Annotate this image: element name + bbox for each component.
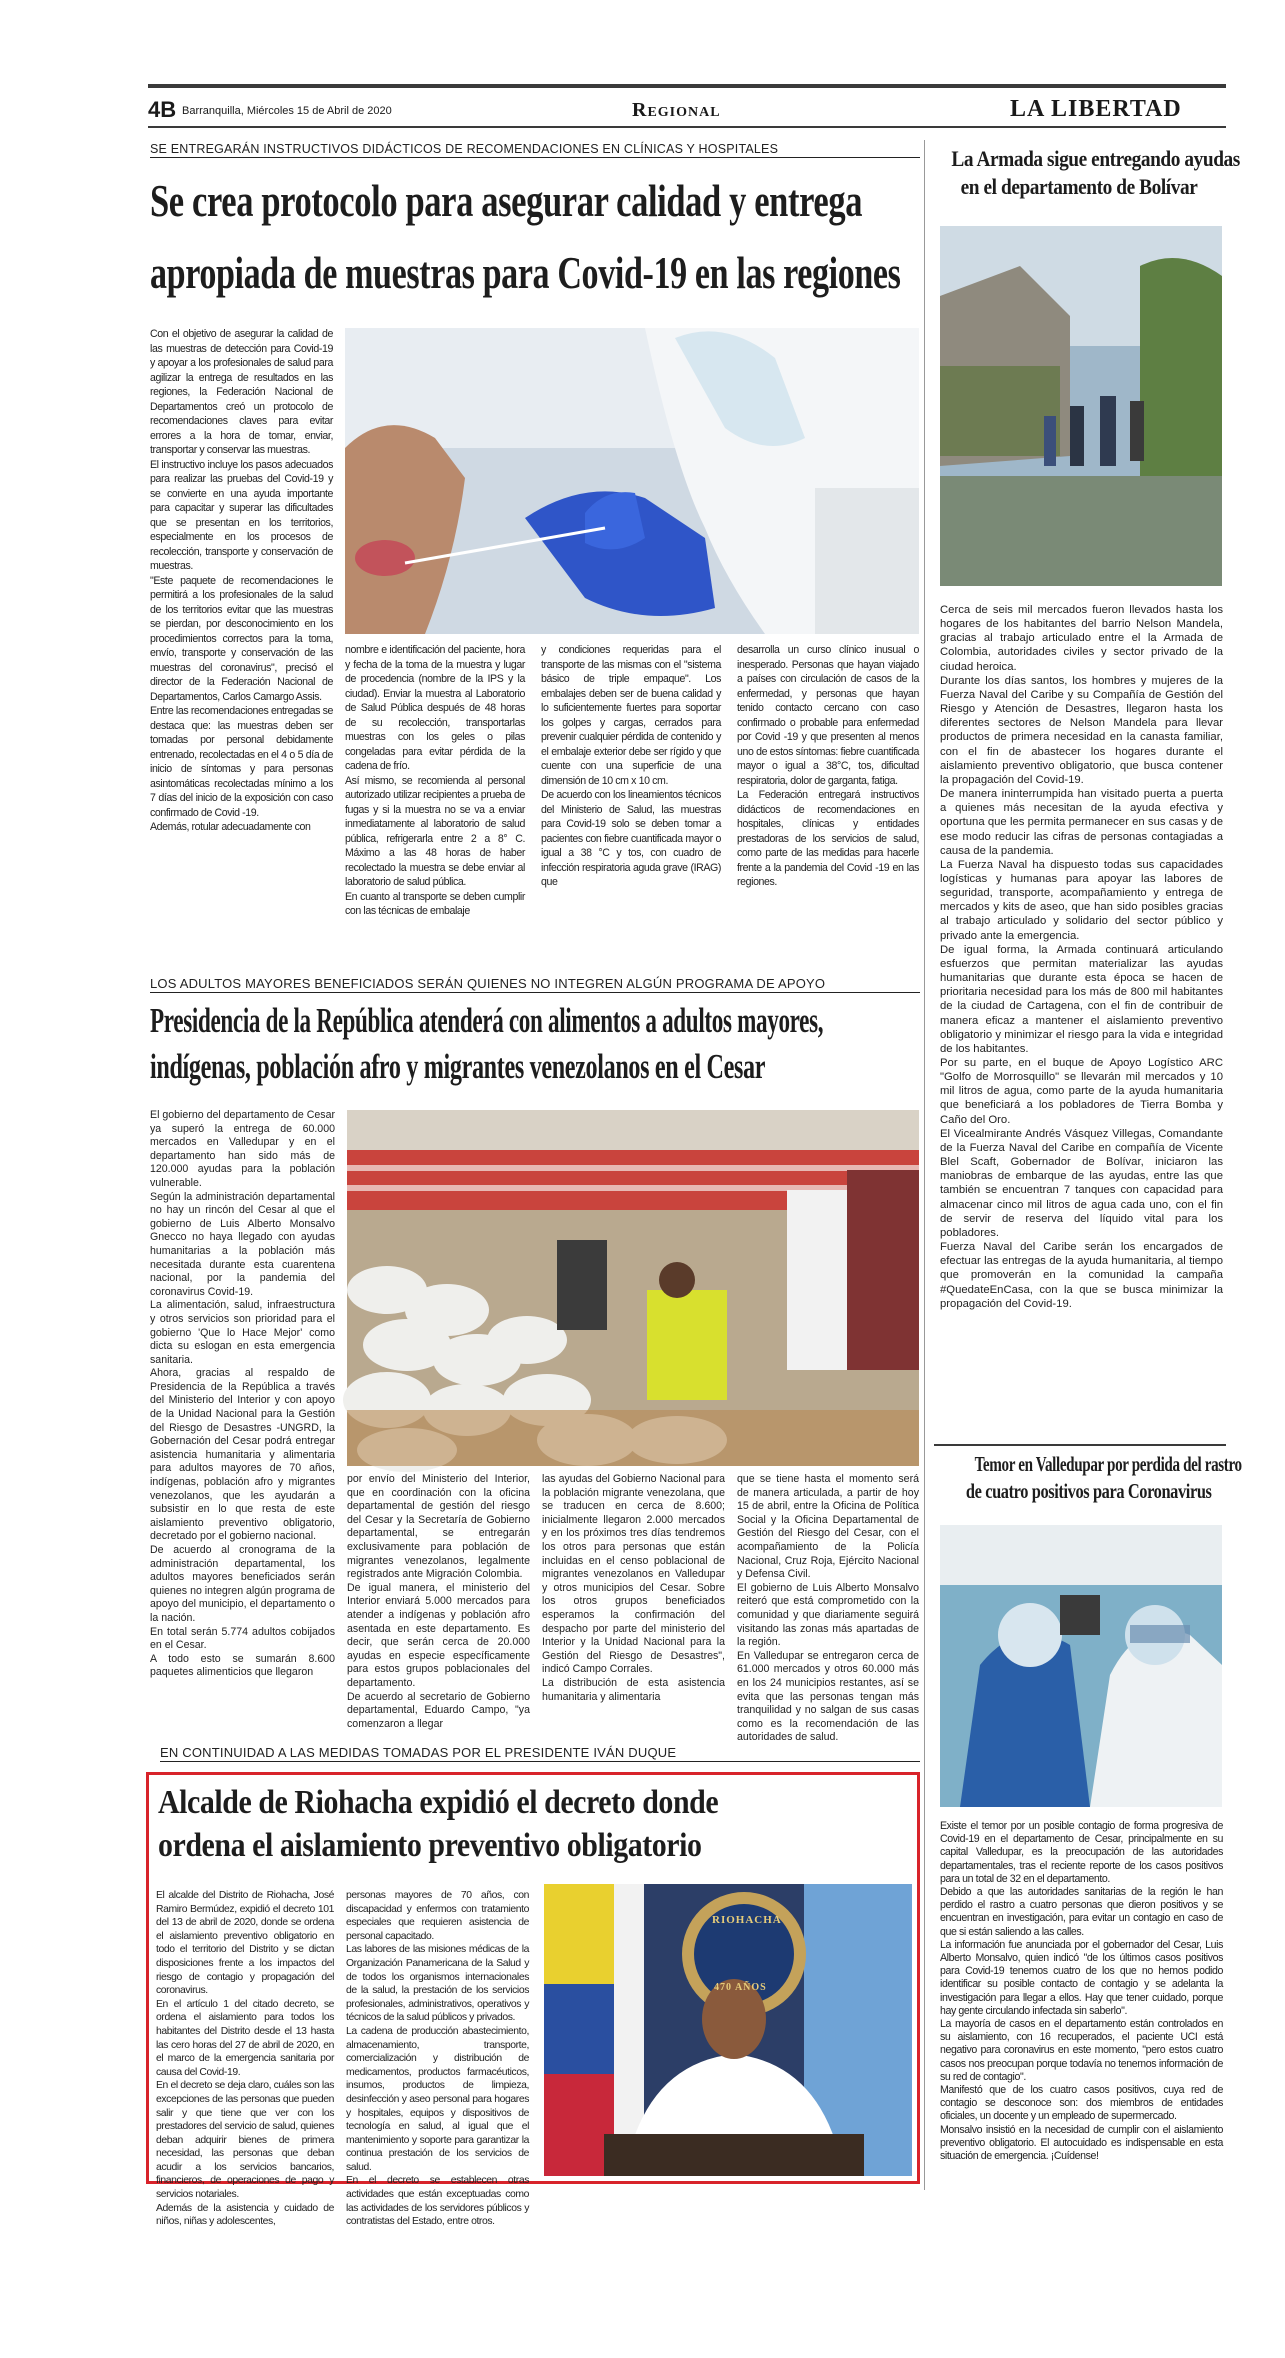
story1-headline-line2: apropiada de muestras para Covid-19 en las regiones bbox=[150, 247, 901, 298]
sidebar1-headline-line2: en el departamento de Bolívar bbox=[960, 174, 1198, 199]
story3-headline-line1: Alcalde de Riohacha expidió el decreto donde bbox=[158, 1784, 719, 1821]
sidebar2-body: Existe el temor por un posible contagio de forma progresiva de Covid-19 en el departamento de Cesar, principalmente en su capital Valledupar, es la preocupación de las autoridades departamentales, tras el reciente reporte de los casos positivos para un total de 32 en el departamento. Debido a que las autoridades sanitarias de la región le han perdido el rastro a cuatro personas que dieron positivos y se encuentran en investigación, para evitar un contagio en caso de que si están saliendo a las calles. La información fue anunciada por el gobernador del Cesar, Luis Alberto Monsalvo, quien indicó "de los últimos casos positivos para Covid-19 tenemos cuatro de los que no hemos podido identificar su posible contacto de contagio y se adelanta la investigación para llegar a ellos. Hay que tener cuidado, porque hay gente circulando infectada sin saberlo". La mayoría de casos en el departamento están controlados en su aislamiento, con 16 recuperados, el paciente UCI está negativo para coronavirus en este momento, "pero estos cuatro casos nos preocupan porque todavía no tenemos información de su red de contagio". Manifestó que de los cuatro casos positivos, cuya red de contagio se desconoce son: dos miembros de entidades oficiales, un docente y un empleado de supermercado. Monsalvo insistió en la necesidad de cumplir con el aislamiento preventivo obligatorio. El autocuidado es indispensable en esta situación de emergencia. ¡Cuídense! bbox=[940, 1820, 1223, 2163]
photo-emblem-text-top: RIOHACHA bbox=[712, 1914, 782, 1926]
story1-headline-line1: Se crea protocolo para asegurar calidad y entrega bbox=[150, 175, 863, 226]
story2-kicker: LOS ADULTOS MAYORES BENEFICIADOS SERÁN QUIENES NO INTEGREN ALGÚN PROGRAMA DE APOYO bbox=[150, 976, 920, 993]
story1-col2: nombre e identificación del paciente, hora y fecha de la toma de la muestra y lugar de procedencia (nombre de la IPS y la ciudad). Enviar la muestra al Laboratorio de Salud Pública después de 48 horas de su recolección, transportarlas muestras con los geles o pilas congeladas para evitar pérdida de la cadena de frío. Así mismo, se recomienda al personal autorizado utilizar recipientes a prueba de fugas y si la muestra no se va a enviar inmediatamente al laboratorio de salud pública, refrigerarla entre 2 a 8° C. Máximo a las 48 horas de haber recolectado la muestra se debe enviar al laboratorio de salud pública. En cuanto al transporte se deben cumplir con las técnicas de embalaje bbox=[345, 644, 525, 917]
story3-col1: El alcalde del Distrito de Riohacha, José Ramiro Bermúdez, expidió el decreto 101 del 13 de abril de 2020, donde se ordena el aislamiento preventivo obligatorio en todo el territorio del Distrito y se dictan disposiciones frente a los impactos del riesgo de contagio y propagación del coronavirus. En el artículo 1 del citado decreto, se ordena el aislamiento para todos los habitantes del Distrito desde el 13 hasta las cero horas del 27 de abril de 2020, en el marco de la emergencia sanitaria por causa del Covid-19. En el decreto se deja claro, cuáles son las excepciones de las personas que pueden salir y que tiene que ver con los prestadores del servicio de salud, quienes deban adquirir bienes de primera necesidad, las personas que deban acudir a los servicios bancarios, financieros, de operaciones de pago y servicios notariales. Además de la asistencia y cuidado de niños, niñas y adolescentes, bbox=[156, 1890, 334, 2228]
story2-headline-line2: indígenas, población afro y migrantes venezolanos en el Cesar bbox=[150, 1047, 766, 1086]
story1-col3: y condiciones requeridas para el transporte de las mismas con el "sistema básico de triple empaque". Los embalajes deben ser de buena calidad y lo suficientemente fuertes para soportar los golpes y cargas, cerrados para prevenir cualquier pérdida de contenido y el embalaje exterior debe ser rígido y que cuente con una superficie de una dimensión de 10 cm x 10 cm. De acuerdo con los lineamientos técnicos del Ministerio de Salud, las muestras para Covid-19 solo se deben tomar a pacientes con fiebre cuantificada mayor o igual a 38 °C y tos, con cuadro de infección respiratoria aguda grave (IRAG) que bbox=[541, 644, 721, 888]
story1-kicker: SE ENTREGARÁN INSTRUCTIVOS DIDÁCTICOS DE RECOMENDACIONES EN CLÍNICAS Y HOSPITALES bbox=[150, 142, 920, 158]
sidebar1-body: Cerca de seis mil mercados fueron llevados hasta los hogares de los habitantes del barrio Nelson Mandela, gracias al trabajo articulado entre el la Armada de Colombia, autoridades civiles y sector privado de la ciudad heroica. Durante los días santos, los hombres y mujeres de la Fuerza Naval del Caribe y su Compañía de Gestión del Riesgo y Atención de Desastres, llegaron hasta los diferentes sectores de Nelson Mandela para llevar productos de primera necesidad en la canasta familiar, con el fin de abastecer los hogares durante el aislamiento preventivo obligatorio, que busca contener la propagación del Covid-19. De manera ininterrumpida han visitado puerta a puerta a quienes más necesitan de la ayuda efectiva y oportuna que les permita permanecer en sus casas y de ese modo reducir las cifras de personas contagiadas a causa de la pandemia. La Fuerza Naval ha dispuesto todas sus capacidades logísticas y humanas para apoyar las labores de seguridad, transporte, acompañamiento y entrega de mercados y kits de aseo, que han sido posibles gracias al trabajo articulado y solidario del sector público y privado ante la emergencia. De igual forma, la Armada continuará articulando esfuerzos que permitan materializar las ayudas humanitarias que durante esta época se hacen de prioritaria necesidad para los más de 800 mil habitantes de la ciudad de Cartagena, con el fin de contribuir de manera eficaz a mantener el aislamiento preventivo obligatorio y minimizar el riesgo para la vida e integridad de los habitantes. Por su parte, en el buque de Apoyo Logístico ARC "Golfo de Morrosquillo" se llevarán mil mercados y 10 mil litros de agua, como parte de la ayuda humanitaria que beneficiará a los pobladores de Tierra Bomba y Caño del Oro. El Vicealmirante Andrés Vásquez Villegas, Comandante de la Fuerza Naval del Caribe en compañía de Vicente Blel Scaft, Gobernador de Bolívar, iniciaron las maniobras de embarque de las ayudas, entre las que también se encuentran 7 tanques con capacidad para almacenar cinco mil litros de agua cada uno, con el fin de servir de reserva del líquido vital para los pobladores. Fuerza Naval del Caribe serán los encargados de efectuar las entregas de la ayuda humanitaria, al tiempo que promoverán en la comunidad la campaña #QuedateEnCasa, con la que se busca minimizar la propagación del Covid-19. bbox=[940, 604, 1223, 1310]
sidebar1-headline-line1: La Armada sigue entregando ayudas bbox=[951, 146, 1240, 171]
story2-col3: las ayudas del Gobierno Nacional para la población migrante venezolana, que se traducen en cerca de 8.600; inicialmente llegaron 2.000 mercados y en los próximos tres días tendremos los otros para personas que están incluidas en el censo poblacional de migrantes venezolanos en Valledupar y otros municipios del Cesar. Sobre los otros grupos beneficiados esperamos la confirmación del despacho por parte del ministerio del Interior y la Unidad Nacional para la Gestión del Riesgo de Desastres", indicó Campo Corrales. La distribución de esta asistencia humanitaria y alimentaria bbox=[542, 1473, 725, 1703]
story1-col1: Con el objetivo de asegurar la calidad de las muestras de detección para Covid-19 y apoyar a los profesionales de salud para agilizar la entrega de resultados en las regiones, la Federación Nacional de Departamentos creó un protocolo de recomendaciones claves para evitar errores a la hora de tomar, enviar, transportar y conservar las muestras. El instructivo incluye los pasos adecuados para realizar las pruebas del Covid-19 y se convierte en una ayuda importante para capacitar y superar las dificultades que se presentan en los territorios, especialmente en los procesos de recolección, transporte y conservación de muestras. "Este paquete de recomendaciones le permitirá a los profesionales de la salud de los territorios evitar que las muestras se pierdan, por desconocimiento en los procedimientos correctos para la toma, envío, transporte y conservación de las muestras del coronavirus", precisó el director de la Federación Nacional de Departamentos, Carlos Camargo Assis. Entre las recomendaciones entregadas se destaca que: las muestras deben ser tomadas por personal debidamente entrenado, recolectadas en el 4 o 5 día de inicio de síntomas y para personas asintomáticas recolectadas mínimo a los 7 días del inicio de la exposición con caso confirmado de Covid -19. Además, rotular adecuadamente con bbox=[150, 328, 333, 833]
sidebar-divider bbox=[924, 140, 925, 2190]
photo-emblem-text-bottom: 470 AÑOS bbox=[714, 1982, 767, 1993]
masthead: LA LIBERTAD bbox=[1010, 96, 1182, 122]
sidebar1-photo-navy-delivery bbox=[940, 226, 1222, 586]
sidebar2-top-rule bbox=[934, 1444, 1226, 1446]
top-rule bbox=[148, 84, 1226, 88]
story2-col1: El gobierno del departamento de Cesar ya superó la entrega de 60.000 mercados en Valledupar y en el departamento han sido más de 120.000 ayudas para la población vulnerable. Según la administración departamental no hay un rincón del Cesar al que el gobierno de Luis Alberto Monsalvo Gnecco no haya llegado con ayudas humanitarias a la población más necesitada durante esta cuarentena nacional, por la pandemia del coronavirus Covid-19. La alimentación, salud, infraestructura y otros servicios son prioridad para el gobierno 'Que lo Hace Mejor' como dicta su eslogan en esta emergencia sanitaria. Ahora, gracias al respaldo de Presidencia de la República a través del Ministerio del Interior y con apoyo de la Unidad Nacional para la Gestión del Riesgo de Desastres -UNGRD, la Gobernación del Cesar podrá entregar asistencia humanitaria y alimentaria para adultos mayores de 70 años, indígenas, población afro y migrantes venezolanos, que les ayudarán a subsistir en lo que resta de este aislamiento preventivo obligatorio, decretado por el gobierno nacional. De acuerdo al cronograma de la administración departamental, los adultos mayores beneficiados serán quienes no integren algún programa de apoyo del municipio, el departamento o la nación. En total serán 5.774 adultos cobijados en el Cesar. A todo esto se sumarán 8.600 paquetes alimenticios que llegaron bbox=[150, 1109, 335, 1679]
story3-col2: personas mayores de 70 años, con discapacidad y enfermos con tratamiento especiales que requieren asistencia de personal capacitado. Las labores de las misiones médicas de la Organización Panamericana de la Salud y de todos los organismos internacionales de la salud, la prestación de los servicios profesionales, administrativos, operativos y técnicos de la salud públicos y privados. La cadena de producción abastecimiento, almacenamiento, transporte, comercialización y distribución de medicamentos, productos farmacéuticos, insumos, productos de limpieza, desinfección y aseo personal para hogares y hospitales, equipos y dispositivos de tecnología en salud, al igual que el mantenimiento y soporte para garantizar la continua prestación de los servicios de salud. En el decreto se establecen otras actividades que están exceptuadas como las actividades de los servidores públicos y contratistas del Estado, entre otros. bbox=[346, 1890, 529, 2228]
page-number: 4B bbox=[148, 97, 177, 122]
dateline: Barranquilla, Miércoles 15 de Abril de 2020 bbox=[182, 105, 392, 117]
story2-col4: que se tiene hasta el momento será de manera articulada, a partir de hoy 15 de abril, entre la Oficina de Política Social y la Oficina Departamental de Gestión del Riesgo del Cesar, con el acompañamiento de la Policía Nacional, Cruz Roja, Ejército Nacional y Defensa Civil. El gobierno de Luis Alberto Monsalvo reiteró que está comprometido con la comunidad y que diariamente seguirá visitando las zonas más apartadas de la región. En Valledupar se entregaron cerca de 61.000 mercados y otros 60.000 más en los 24 municipios restantes, así se evita que las personas tengan más tranquilidad y no salgan de sus casas como es la recomendación de las autoridades de salud. bbox=[737, 1473, 919, 1744]
section-name: Regional bbox=[632, 99, 721, 121]
story2-headline-line1: Presidencia de la República atenderá con alimentos a adultos mayores, bbox=[150, 1001, 824, 1040]
story2-col2: por envío del Ministerio del Interior, que en coordinación con la oficina departamental de gestión del riesgo del Cesar y la Secretaría de Gobierno departamental, se entregarán exclusivamente para población de migrantes venezolanos, legalmente registrados ante Migración Colombia. De igual manera, el ministerio del Interior enviará 5.000 mercados para atender a indígenas y población afro asentada en este departamento. Es decir, que serán cerca de 20.000 ayudas en especie específicamente para estos grupos poblacionales del departamento. De acuerdo al secretario de Gobierno departamental, Eduardo Campo, "ya comenzaron a llegar bbox=[347, 1473, 530, 1730]
story3-kicker: EN CONTINUIDAD A LAS MEDIDAS TOMADAS POR EL PRESIDENTE IVÁN DUQUE bbox=[160, 1745, 920, 1762]
header-rule bbox=[148, 126, 1226, 128]
story2-photo-food-aid bbox=[347, 1110, 919, 1466]
sidebar2-headline-line1: Temor en Valledupar por perdida del rastro bbox=[974, 1452, 1242, 1476]
sidebar2-photo-medical-staff bbox=[940, 1525, 1222, 1807]
story3-headline-line2: ordena el aislamiento preventivo obligatorio bbox=[158, 1827, 702, 1864]
story1-col4: desarrolla un curso clínico inusual o inesperado. Personas que hayan viajado a países con circulación de casos de la enfermedad, y personas que hayan tenido contacto cercano con caso confirmado o probable para enfermedad por Covid -19 y que presenten al menos uno de estos síntomas: fiebre cuantificada mayor o igual a 38°C, tos, dificultad respiratoria, dolor de garganta, fatiga. La Federación entregará instructivos didácticos de recomendaciones en hospitales, clínicas y entidades prestadoras de los servicios de salud, como parte de las medidas para hacerle frente a la pandemia del Covid -19 en las regiones. bbox=[737, 644, 919, 888]
story1-photo-swab-test bbox=[345, 328, 919, 634]
sidebar2-headline-line2: de cuatro positivos para Coronavirus bbox=[965, 1479, 1212, 1503]
story3-photo-mayor bbox=[544, 1884, 912, 2176]
